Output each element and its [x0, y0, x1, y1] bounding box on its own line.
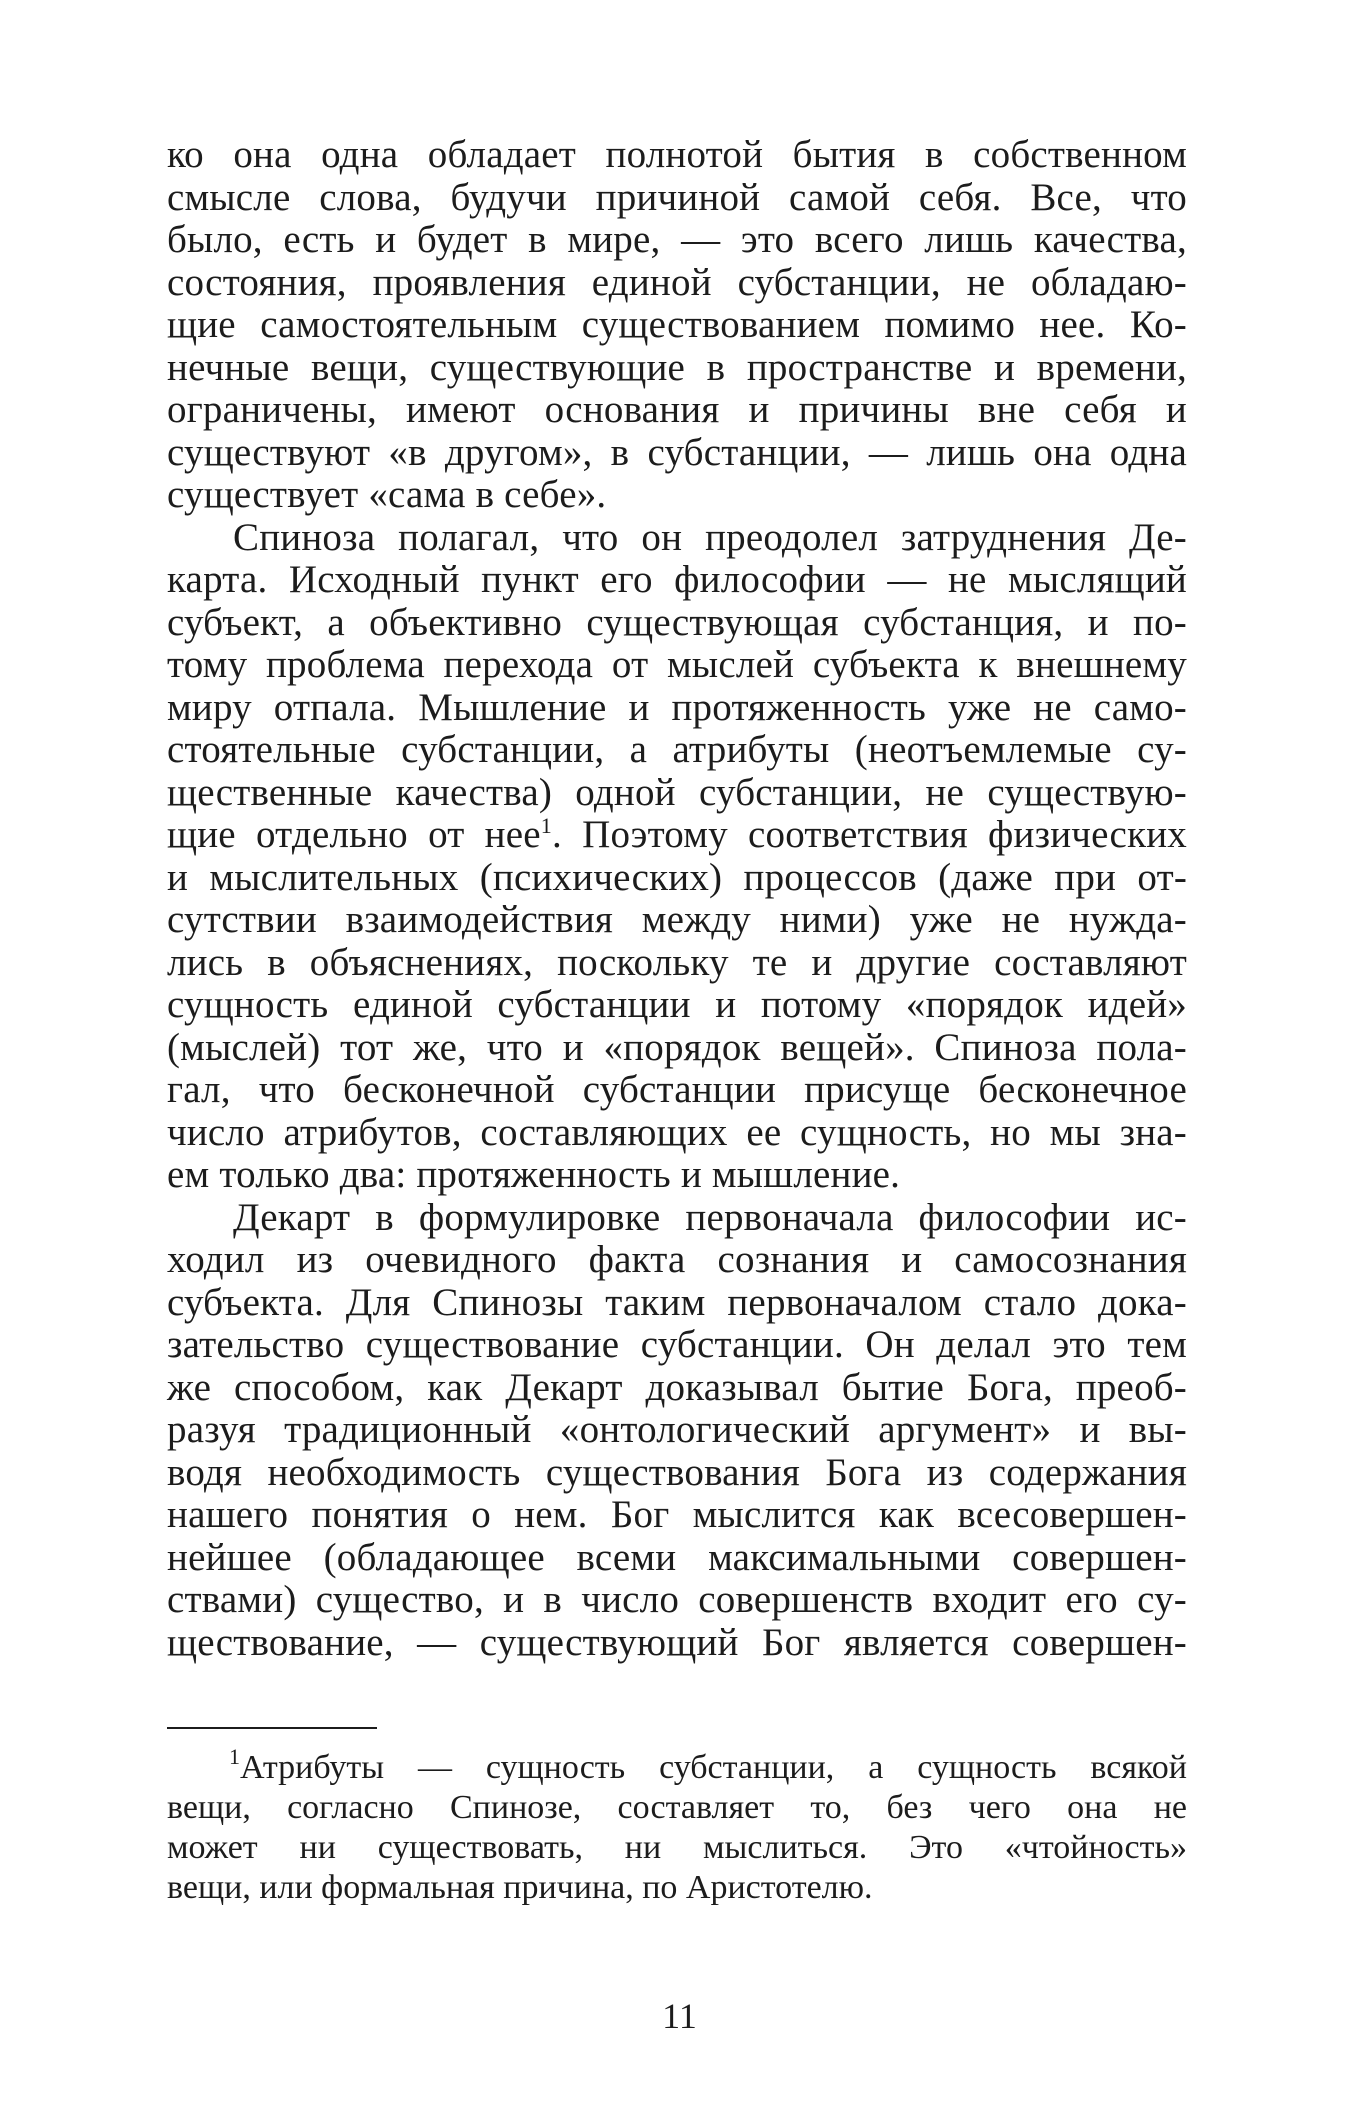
text-fragment: Атрибуты — сущность субстанции, а сущность всякой: [240, 1749, 1187, 1786]
text-fragment: . Поэтому соответствия физических: [551, 813, 1187, 856]
text-line: зательство существование субстанции. Он делал это тем: [167, 1323, 1187, 1366]
text-line: лись в объяснениях, поскольку те и другие составляют: [167, 940, 1187, 984]
text-line: сущность единой субстанции и потому «порядок идей»: [167, 983, 1187, 1026]
text-line: водя необходимость существования Бога из содержания: [167, 1450, 1187, 1494]
text-line: состояния, проявления единой субстанции, не обладаю-: [167, 260, 1187, 304]
footnote-line: вещи, или формальная причина, по Аристотелю.: [167, 1869, 873, 1906]
text-line: нашего понятия о нем. Бог мыслится как всесовершен-: [167, 1493, 1187, 1536]
text-line: миру отпала. Мышление и протяженность уже не само-: [167, 685, 1187, 729]
text-line: тому проблема перехода от мыслей субъекта к внешнему: [167, 643, 1187, 686]
footnote-separator: [167, 1727, 377, 1729]
text-line: существует «сама в себе».: [167, 473, 607, 516]
text-line: смысле слова, будучи причиной самой себя. Все, что: [167, 175, 1187, 219]
main-text: [167, 134, 1187, 1664]
text-line: нечные вещи, существующие в пространстве и времени,: [167, 345, 1187, 389]
text-line: было, есть и будет в мире, — это всего лишь качества,: [167, 218, 1187, 261]
footnote-reference: 1: [540, 813, 552, 838]
text-line: же способом, как Декарт доказывал бытие Бога, преоб-: [167, 1365, 1187, 1409]
text-line: число атрибутов, составляющих ее сущность, но мы зна-: [167, 1110, 1187, 1154]
text-line: ко она одна обладает полнотой бытия в собственном: [167, 133, 1187, 176]
text-line: нейшее (обладающее всеми максимальными совершен-: [167, 1535, 1187, 1579]
text-line: гал, что бесконечной субстанции присуще бесконечное: [167, 1068, 1187, 1111]
text-line: стоятельные субстанции, а атрибуты (неотъемлемые су-: [167, 728, 1187, 771]
text-line: ществование, — существующий Бог является совершен-: [167, 1620, 1187, 1664]
text-fragment: щие отдельно от нее: [167, 813, 541, 856]
text-line: (мыслей) тот же, что и «порядок вещей». Спиноза пола-: [167, 1025, 1187, 1069]
text-line: субъекта. Для Спинозы таким первоначалом стало дока-: [167, 1280, 1187, 1324]
text-line: сутствии взаимодействия между ними) уже не нужда-: [167, 898, 1187, 941]
text-line: и мыслительных (психических) процессов (даже при от-: [167, 855, 1187, 899]
text-line: ходил из очевидного факта сознания и самосознания: [167, 1238, 1187, 1281]
text-line: ствами) существо, и в число совершенств входит его су-: [167, 1578, 1187, 1621]
page-number: 11: [662, 1996, 697, 2036]
text-line: ем только два: протяженность и мышление.: [167, 1153, 901, 1196]
text-line: щие самостоятельным существованием помимо нее. Ко-: [167, 303, 1187, 346]
text-line: щественные качества) одной субстанции, не существую-: [167, 770, 1187, 814]
text-line: ограничены, имеют основания и причины вне себя и: [167, 388, 1187, 431]
text-line: субъект, а объективно существующая субстанция, и по-: [167, 600, 1187, 644]
footnote-line: вещи, согласно Спинозе, составляет то, без чего она не: [167, 1789, 1187, 1826]
paragraph-start-line: Декарт в формулировке первоначала философии ис-: [233, 1195, 1187, 1239]
text-line-with-footnote-ref: [167, 814, 1187, 857]
text-line: разуя традиционный «онтологический аргумент» и вы-: [167, 1408, 1187, 1451]
paragraph-start-line: Спиноза полагал, что он преодолел затруднения Де-: [233, 515, 1187, 559]
footnote-marker: 1: [229, 1744, 240, 1769]
text-line: существуют «в другом», в субстанции, — лишь она одна: [167, 430, 1187, 474]
footnote-line: может ни существовать, ни мыслиться. Это «чтойность»: [167, 1829, 1187, 1866]
text-line: карта. Исходный пункт его философии — не мыслящий: [167, 558, 1187, 601]
footnote-line: [167, 1744, 1187, 1788]
footnote: [167, 1744, 1187, 1908]
